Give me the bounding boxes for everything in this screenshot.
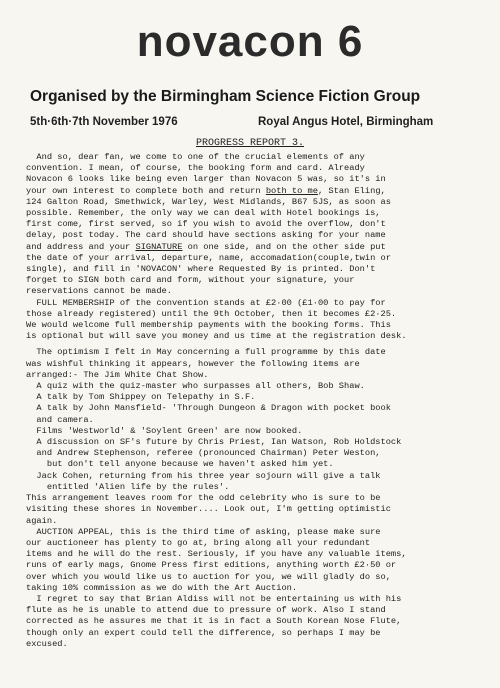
convention-dates: 5th·6th·7th November 1976 (30, 116, 178, 128)
auction-paragraph (26, 527, 496, 594)
text-line: visiting these shores in November.... Look out, I'm getting optimistic (26, 504, 391, 515)
text-line: those already registered) until the 9th October, then it becomes £2·25. (26, 308, 397, 319)
text-line: but don't tell anyone because we haven't asked him yet. (26, 459, 334, 470)
text-line (26, 186, 496, 197)
text-line: is optional but will save you money and us time at the registration desk. (26, 331, 407, 342)
report-body (26, 152, 496, 650)
organiser-line: Organised by the Birmingham Science Fiction Group (30, 88, 421, 105)
programme-paragraph (26, 347, 496, 526)
text-line: forget to SIGN both card and form, without your signature, your (26, 275, 355, 286)
text-line: again. (26, 515, 58, 526)
underlined-text: both to me (265, 185, 318, 196)
text-line: entitled 'Alien life by the rules'. (26, 481, 230, 492)
convention-venue: Royal Angus Hotel, Birmingham (258, 116, 434, 128)
booking-paragraph (26, 152, 496, 298)
text-line: runs of early mags, Gnome Press first editions, anything worth £2·50 or (26, 560, 397, 571)
text-span: and address and your (26, 241, 136, 252)
text-line: our auctioneer has plenty to go at, bring along all your redundant (26, 537, 371, 548)
text-line (26, 242, 496, 253)
text-line: over which you would like us to auction for you, we will gladly do so, (26, 571, 391, 582)
text-line: A quiz with the quiz-master who surpasses all others, Bob Shaw. (26, 381, 365, 392)
report-title: PROGRESS REPORT 3. (195, 138, 305, 149)
text-line: This arrangement leaves room for the odd celebrity who is sure to be (26, 493, 381, 504)
text-line: convention. I mean, of course, the booking form and card. Already (26, 163, 365, 174)
text-line: though only an expert could tell the difference, so perhaps I may be (26, 627, 381, 638)
text-line: A talk by John Mansfield- 'Through Dungeon & Dragon with pocket book (26, 403, 391, 414)
aldiss-paragraph (26, 594, 496, 650)
text-line: and Andrew Stephenson, referee (pronounced Chairman) Peter Weston, (26, 448, 381, 459)
text-line: flute as he is unable to attend due to pressure of work. Also I stand (26, 605, 386, 616)
text-line: first come, first served, so if you wish to avoid the overflow, don't (26, 219, 386, 230)
text-line: single), and fill in 'NOVACON' where Requested By is printed. Don't (26, 264, 376, 275)
text-line: possible. Remember, the only way we can deal with Hotel bookings is, (26, 208, 381, 219)
text-line: items and he will do the rest. Seriously, if you have any valuable items, (26, 549, 407, 560)
text-line: FULL MEMBERSHIP of the convention stands at £2·00 (£1·00 to pay for (26, 297, 386, 308)
text-line: taking 10% commission as we do with the Art Auction. (26, 582, 298, 593)
text-line: The optimism I felt in May concerning a full programme by this date (26, 347, 386, 358)
page-title: novacon 6 (136, 17, 364, 66)
text-line: was wishful thinking it appears, however the following items are (26, 358, 360, 369)
text-line: delay, post today. The card should have sections asking for your name (26, 230, 386, 241)
text-line: corrected as he assures me that it is in fact a South Korean Nose Flute, (26, 616, 402, 627)
text-line: reservations cannot be made. (26, 286, 172, 297)
text-span: , Stan Eling, (317, 185, 386, 196)
text-span: your own interest to complete both and return (26, 185, 266, 196)
membership-paragraph (26, 298, 496, 343)
text-line: excused. (26, 638, 68, 649)
text-line: 124 Galton Road, Smethwick, Warley, West Midlands, B67 5JS, as soon as (26, 196, 391, 207)
underlined-text: SIGNATURE (135, 241, 183, 252)
text-line: A discussion on SF's future by Chris Priest, Ian Watson, Rob Holdstock (26, 437, 402, 448)
text-line: I regret to say that Brian Aldiss will not be entertaining us with his (26, 593, 402, 604)
text-span: on one side, and on the other side put (182, 241, 386, 252)
text-line: Jack Cohen, returning from his three year sojourn will give a talk (26, 470, 381, 481)
text-line: And so, dear fan, we come to one of the crucial elements of any (26, 152, 365, 162)
text-line: Films 'Westworld' & 'Soylent Green' are now booked. (26, 425, 303, 436)
text-line: We would welcome full membership payments with the booking forms. This (26, 320, 391, 331)
text-line: arranged:- The Jim White Chat Show. (26, 369, 209, 380)
text-line: A talk by Tom Shippey on Telepathy in S.F. (26, 392, 256, 403)
text-line: the date of your arrival, departure, name, accomadation(couple,twin or (26, 252, 391, 263)
text-line: Novacon 6 looks like being even larger than Novacon 5 was, so it's in (26, 174, 386, 185)
text-line: AUCTION APPEAL, this is the third time of asking, please make sure (26, 526, 381, 537)
text-line: and camera. (26, 414, 94, 425)
